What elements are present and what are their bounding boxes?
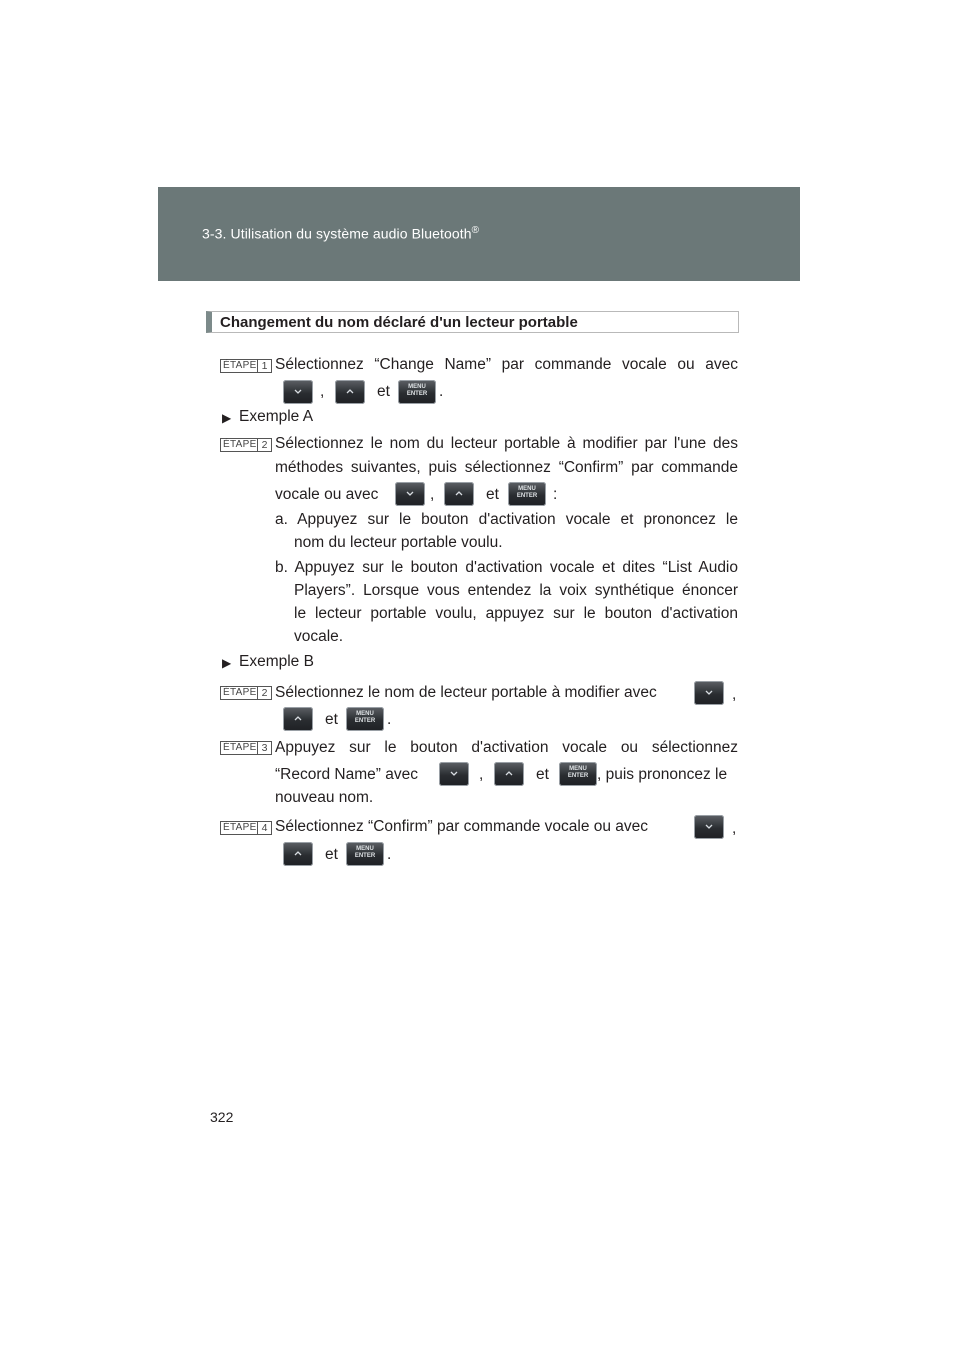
chevron-down-icon	[694, 815, 724, 839]
page-number: 322	[210, 1109, 234, 1125]
word-et: et	[536, 766, 549, 783]
step-word: ÉTAPE	[223, 742, 257, 753]
triangle-right-icon: ▶	[222, 656, 232, 670]
up-button	[444, 482, 474, 506]
chevron-up-icon	[283, 707, 313, 731]
period: .	[387, 846, 392, 863]
step1-text: Sélectionnez “Change Name” par commande vocale ou avec	[275, 356, 738, 373]
option-a-line1: a. Appuyez sur le bouton d'activation vocale et prononcez le	[275, 511, 738, 528]
separator-comma: ,	[430, 486, 435, 503]
down-button	[694, 815, 724, 839]
chevron-up-icon	[444, 482, 474, 506]
step4-text: Sélectionnez “Confirm” par commande vocale ou avec	[275, 818, 649, 835]
chevron-up-icon	[494, 762, 524, 786]
option-b-line2: Players”. Lorsque vous entendez la voix synthétique énoncer	[294, 582, 738, 599]
step-word: ÉTAPE	[223, 360, 257, 371]
up-button	[335, 380, 365, 404]
chevron-down-icon	[694, 681, 724, 705]
period: .	[387, 711, 392, 728]
step3-line3: nouveau nom.	[275, 789, 374, 806]
separator-comma: ,	[320, 383, 325, 400]
menu-enter-button	[398, 380, 436, 404]
option-b-line4: vocale.	[294, 628, 344, 645]
period: .	[439, 383, 444, 400]
chevron-down-icon	[283, 380, 313, 404]
up-button	[283, 842, 313, 866]
step-badge-1	[220, 359, 272, 373]
up-button	[494, 762, 524, 786]
step-number: 3	[257, 742, 271, 754]
step-word: ÉTAPE	[223, 687, 257, 698]
step-number: 2	[257, 439, 271, 451]
step2a-line3: vocale ou avec	[275, 486, 379, 503]
chevron-up-icon	[283, 842, 313, 866]
chapter-title: 3-3. Utilisation du système audio Bluetooth®	[202, 225, 480, 242]
separator-comma: ,	[732, 820, 737, 837]
section-heading-box	[206, 311, 739, 333]
step3-line2-end: , puis prononcez le	[597, 766, 728, 783]
down-button	[283, 380, 313, 404]
menu-enter-button	[346, 842, 384, 866]
step-badge-3	[220, 741, 272, 755]
down-button	[395, 482, 425, 506]
menu-enter-icon: MENU ENTER	[354, 846, 376, 859]
step2a-line2: méthodes suivantes, puis sélectionnez “Confirm” par commande	[275, 459, 738, 476]
up-button	[283, 707, 313, 731]
menu-enter-icon: MENU ENTER	[567, 766, 589, 779]
example-a-label: Exemple A	[239, 408, 314, 425]
menu-enter-button	[559, 762, 597, 786]
step-number: 4	[257, 822, 271, 834]
step-number: 2	[257, 687, 271, 699]
section-title: Changement du nom déclaré d'un lecteur portable	[220, 314, 578, 331]
menu-enter-icon: MENU ENTER	[406, 384, 428, 397]
step3-line1: Appuyez sur le bouton d'activation vocale ou sélectionnez	[275, 739, 738, 756]
word-et: et	[486, 486, 499, 503]
triangle-right-icon: ▶	[222, 411, 232, 425]
down-button	[694, 681, 724, 705]
separator-comma: ,	[732, 686, 737, 703]
example-b-label: Exemple B	[239, 653, 314, 670]
option-a-line2: nom du lecteur portable voulu.	[294, 534, 503, 551]
word-et: et	[325, 846, 338, 863]
menu-enter-icon: MENU ENTER	[516, 486, 538, 499]
step2a-line1: Sélectionnez le nom du lecteur portable à modifier par l'une des	[275, 435, 738, 452]
step-word: ÉTAPE	[223, 822, 257, 833]
word-et: et	[377, 383, 390, 400]
option-b-line3: le lecteur portable voulu, appuyez sur le bouton d'activation	[294, 605, 738, 622]
colon: :	[553, 486, 558, 503]
step-badge-4	[220, 821, 272, 835]
step2b-text: Sélectionnez le nom de lecteur portable à modifier avec	[275, 684, 657, 701]
chapter-header	[158, 187, 800, 281]
step-badge-2	[220, 438, 272, 452]
word-et: et	[325, 711, 338, 728]
down-button	[439, 762, 469, 786]
step3-line2: “Record Name” avec	[275, 766, 418, 783]
step-word: ÉTAPE	[223, 439, 257, 450]
menu-enter-icon: MENU ENTER	[354, 711, 376, 724]
menu-enter-button	[346, 707, 384, 731]
step-badge-2	[220, 686, 272, 700]
step-number: 1	[257, 360, 271, 372]
option-b-line1: b. Appuyez sur le bouton d'activation vocale et dites “List Audio	[275, 559, 738, 576]
chevron-up-icon	[335, 380, 365, 404]
chevron-down-icon	[395, 482, 425, 506]
registered-mark: ®	[471, 225, 480, 236]
chevron-down-icon	[439, 762, 469, 786]
menu-enter-button	[508, 482, 546, 506]
separator-comma: ,	[479, 766, 484, 783]
